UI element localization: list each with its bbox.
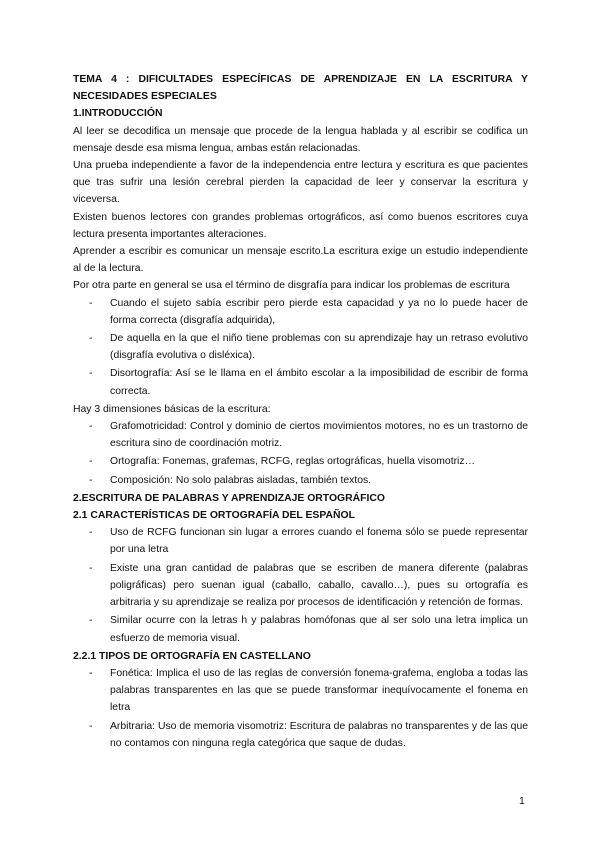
paragraph: Aprender a escribir es comunicar un mensaje escrito.La escritura exige un estudio independiente al de la lectura. (73, 246, 528, 275)
list-item: - Existe una gran cantidad de palabras que se escriben de manera diferente (palabras poligráficas) pero suenan igual (caballo, caballo, cavallo…), pues su ortografía es arbitraria y su aprendizaje se realiza por procesos de identificación y retención de formas. (110, 560, 528, 612)
paragraph: Por otra parte en general se usa el término de disgrafía para indicar los problemas de escritura (73, 280, 510, 292)
document-title: TEMA 4 : DIFICULTADES ESPECÍFICAS DE APRENDIZAJE EN LA ESCRITURA Y NECESIDADES ESPECIALES (73, 74, 528, 103)
section-heading-caracteristicas: 2.1 CARACTERÍSTICAS DE ORTOGRAFÍA DEL ESPAÑOL (73, 510, 355, 522)
list-item: - Disortografía: Así se le llama en el ámbito escolar a la imposibilidad de escribir de forma correcta. (110, 365, 528, 399)
caracteristicas-list (73, 524, 528, 646)
paragraph: Al leer se decodifica un mensaje que procede de la lengua hablada y al escribir se codifica un mensaje desde esa misma lengua, ambas están relacionadas. (73, 125, 528, 154)
list-item: - Uso de RCFG funcionan sin lugar a errores cuando el fonema sólo se puede representar por una letra (110, 524, 528, 558)
disgrafia-list (73, 295, 528, 400)
list-item: - Grafomotricidad: Control y dominio de ciertos movimientos motores, no es un trastorno de escritura sino de coordinación motriz. (110, 418, 528, 452)
paragraph: Hay 3 dimensiones básicas de la escritura: (73, 403, 271, 415)
list-item: - Composición: No solo palabras aisladas, también textos. (110, 472, 528, 489)
section-heading-tipos: 2.2.1 TIPOS DE ORTOGRAFÍA EN CASTELLANO (73, 650, 311, 662)
tipos-list (73, 665, 528, 752)
section-heading-escritura: 2.ESCRITURA DE PALABRAS Y APRENDIZAJE ORTOGRÁFICO (73, 492, 385, 504)
list-item: - Fonética: Implica el uso de las reglas de conversión fonema-grafema, engloba a todas las palabras transparentes en las que se puede transformar inequívocamente el fonema en letra (110, 665, 528, 717)
paragraph: Existen buenos lectores con grandes problemas ortográficos, así como buenos escritores cuya lectura presenta importantes alteraciones. (73, 211, 528, 240)
section-heading-introduccion: 1.INTRODUCCIÓN (73, 108, 163, 120)
list-item: - Cuando el sujeto sabía escribir pero pierde esta capacidad y ya no lo puede hacer de forma correcta (disgrafía adquirida), (110, 295, 528, 329)
page-number: 1 (519, 796, 525, 807)
list-item: - Similar ocurre con la letras h y palabras homófonas que al ser solo una letra implica un esfuerzo de memoria visual. (110, 612, 528, 646)
document-body (73, 71, 528, 753)
paragraph: Una prueba independiente a favor de la independencia entre lectura y escritura es que pacientes que tras sufrir una lesión cerebral pierden la capacidad de leer y conservar la escritura y viceversa. (73, 160, 528, 206)
list-item: - Arbitraria: Uso de memoria visomotriz: Escritura de palabras no transparentes y de las que no contamos con ninguna regla categórica que saque de dudas. (110, 718, 528, 752)
list-item: - Ortografía: Fonemas, grafemas, RCFG, reglas ortográficas, huella visomotriz… (110, 453, 528, 470)
list-item: - De aquella en la que el niño tiene problemas con su aprendizaje hay un retraso evolutivo (disgrafía evolutiva o disléxica). (110, 330, 528, 364)
dimensiones-list (73, 418, 528, 489)
